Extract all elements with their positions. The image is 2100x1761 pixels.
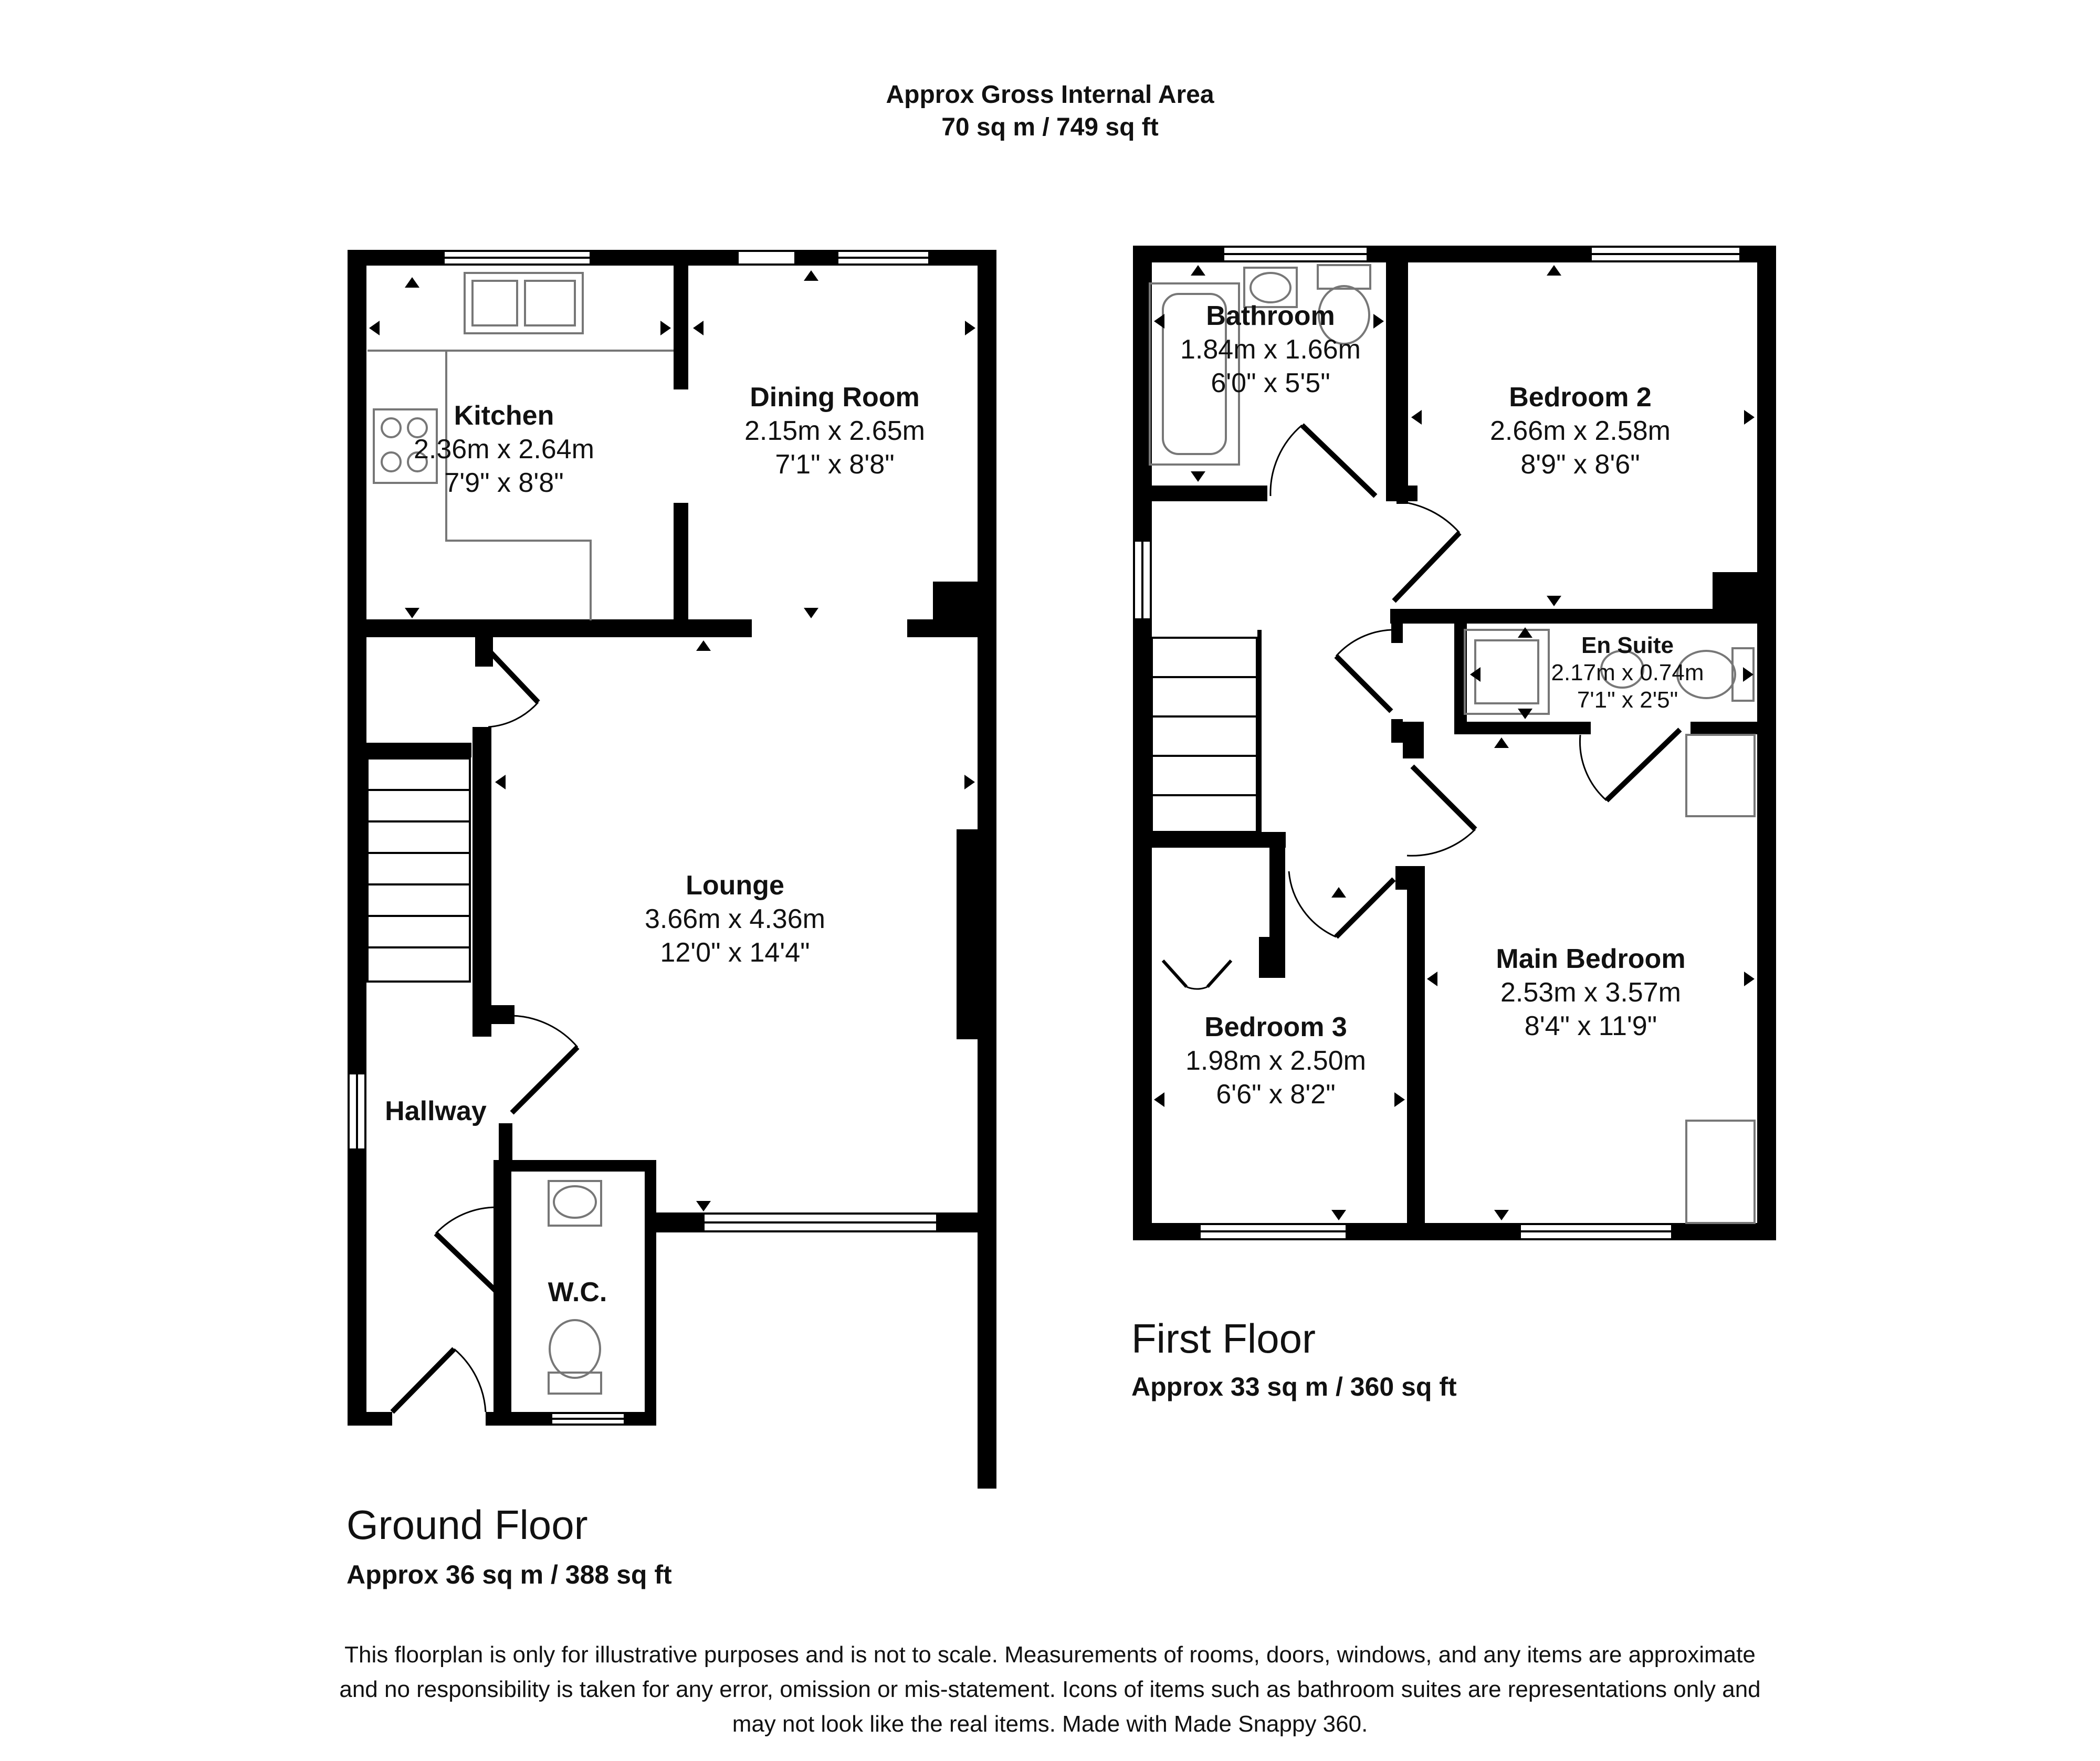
room-metric: 1.84m x 1.66m [1180, 334, 1361, 365]
disclaimer-line: and no responsibility is taken for any error, omission or mis-statement. Icons of items such as bathroom suites are representations only and [339, 1676, 1761, 1702]
ground-floor-area: Approx 36 sq m / 388 sq ft [346, 1560, 672, 1589]
room-imperial: 12'0" x 14'4" [660, 937, 810, 968]
room-kitchen [362, 399, 646, 500]
room-hallway [368, 1094, 504, 1128]
room-name: Dining Room [750, 382, 920, 413]
room-lounge [578, 869, 892, 969]
room-main-bedroom [1438, 942, 1743, 1043]
gross-area-title: Approx Gross Internal Area [886, 81, 1214, 109]
room-imperial: 6'0" x 5'5" [1211, 368, 1330, 398]
room-name: Bedroom 2 [1509, 382, 1652, 413]
room-name: Bathroom [1206, 301, 1335, 331]
room-name: En Suite [1581, 632, 1674, 658]
room-metric: 2.15m x 2.65m [744, 416, 925, 446]
gross-area-value: 70 sq m / 749 sq ft [941, 113, 1159, 141]
room-imperial: 8'4" x 11'9" [1524, 1011, 1657, 1041]
room-imperial: 6'6" x 8'2" [1216, 1079, 1336, 1110]
room-bedroom-2 [1428, 381, 1732, 481]
disclaimer-line: This floorplan is only for illustrative purposes and is not to scale. Measurements of rooms, doors, windows, and any items are approximate [344, 1642, 1756, 1668]
room-name: Lounge [686, 870, 784, 901]
room-name: W.C. [548, 1277, 607, 1307]
room-imperial: 7'1" x 8'8" [775, 449, 895, 480]
room-imperial: 7'9" x 8'8" [444, 468, 564, 498]
ground-floor-title: Ground Floor [346, 1502, 588, 1548]
room-en-suite [1512, 632, 1743, 714]
disclaimer-line: may not look like the real items. Made with Made Snappy 360. [732, 1711, 1368, 1737]
room-name: Kitchen [454, 400, 554, 431]
room-imperial: 8'9" x 8'6" [1520, 449, 1640, 480]
first-floor-area: Approx 33 sq m / 360 sq ft [1131, 1372, 1457, 1401]
disclaimer [0, 1638, 2100, 1742]
room-metric: 3.66m x 4.36m [645, 904, 825, 934]
room-bathroom [1144, 299, 1396, 400]
room-metric: 2.36m x 2.64m [414, 434, 594, 465]
room-name: Bedroom 3 [1204, 1012, 1347, 1042]
room-wc [520, 1275, 635, 1309]
room-metric: 1.98m x 2.50m [1185, 1046, 1366, 1076]
room-metric: 2.66m x 2.58m [1490, 416, 1671, 446]
ground-floor-stairs [368, 758, 470, 982]
room-bedroom-3 [1155, 1010, 1396, 1111]
room-dining-room [693, 381, 976, 481]
first-floor-title: First Floor [1131, 1315, 1316, 1362]
room-imperial: 7'1" x 2'5" [1577, 687, 1678, 713]
room-name: Main Bedroom [1496, 944, 1686, 974]
room-metric: 2.17m x 0.74m [1551, 660, 1704, 686]
first-floor-stairs [1152, 638, 1257, 832]
room-metric: 2.53m x 3.57m [1500, 977, 1681, 1008]
room-name: Hallway [385, 1096, 487, 1126]
